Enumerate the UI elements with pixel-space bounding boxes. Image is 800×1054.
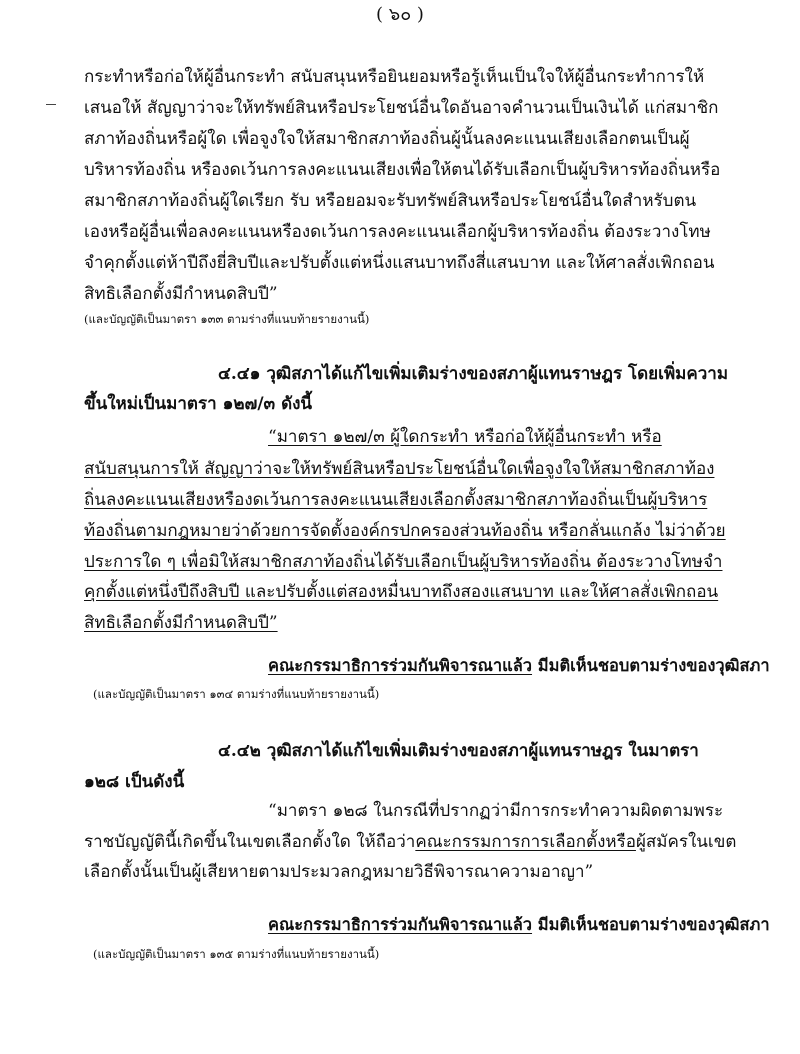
committee-label: คณะกรรมาธิการร่วมกันพิจารณาแล้ว [268, 915, 533, 934]
quoted-provision-line: สิทธิเลือกตั้งมีกำหนดสิบปี” [84, 613, 278, 633]
footnote: (และบัญญัติเป็นมาตรา ๑๓๔ ตามร่างที่แนบท้ายรายงานนี้) [93, 687, 380, 701]
quoted-provision-line: คุกตั้งแต่หนึ่งปีถึงสิบปี และปรับตั้งแต่สองหมื่นบาทถึงสองแสนบาท และให้ศาลสั่งเพิกถอน [84, 582, 719, 602]
paragraph-line: บริหารท้องถิ่น หรืองดเว้นการลงคะแนนเสียงเพื่อให้ตนได้รับเลือกเป็นผู้บริหารท้องถิ่นหรือ [84, 160, 721, 180]
section-heading: ๔.๔๒ วุฒิสภาได้แก้ไขเพิ่มเติมร่างของสภาผู้แทนราษฎร ในมาตรา [218, 741, 699, 761]
paragraph-line: สิทธิเลือกตั้งมีกำหนดสิบปี” [84, 284, 278, 304]
quoted-provision-line: เลือกตั้งนั้นเป็นผู้เสียหายตามประมวลกฎหมายวิธีพิจารณาความอาญา” [84, 862, 594, 882]
quoted-provision-line [84, 831, 736, 853]
quoted-provision-line: สนับสนุนการให้ สัญญาว่าจะให้ทรัพย์สินหรือประโยชน์อื่นใดเพื่อจูงใจให้สมาชิกสภาท้อง [84, 459, 715, 479]
footnote: (และบัญญัติเป็นมาตรา ๑๓๓ ตามร่างที่แนบท้ายรายงานนี้) [84, 312, 370, 326]
quoted-provision-line: ท้องถิ่นตามกฎหมายว่าด้วยการจัดตั้งองค์กรปกครองส่วนท้องถิ่น หรือกลั่นแกล้ง ไม่ว่าด้วย [84, 521, 726, 541]
committee-resolution [268, 655, 770, 677]
section-heading: ๔.๔๑ วุฒิสภาได้แก้ไขเพิ่มเติมร่างของสภาผู้แทนราษฎร โดยเพิ่มความ [218, 364, 729, 384]
paragraph-line: สมาชิกสภาท้องถิ่นผู้ใดเรียก รับ หรือยอมจะรับทรัพย์สินหรือประโยชน์อื่นใดสำหรับตน [84, 191, 697, 211]
paragraph-line: จำคุกตั้งแต่ห้าปีถึงยี่สิบปีและปรับตั้งแต่หนึ่งแสนบาทถึงสี่แสนบาท และให้ศาลสั่งเพิกถอน [84, 253, 715, 273]
committee-label: คณะกรรมาธิการร่วมกันพิจารณาแล้ว [268, 656, 533, 675]
quoted-provision-line: ถิ่นลงคะแนนเสียงหรืองดเว้นการลงคะแนนเสียงเลือกตั้งสมาชิกสภาท้องถิ่นเป็นผู้บริหาร [84, 490, 708, 510]
quoted-provision-line: ประการใด ๆ เพื่อมิให้สมาชิกสภาท้องถิ่นได้รับเลือกเป็นผู้บริหารท้องถิ่น ต้องระวางโทษจำ [84, 552, 723, 572]
quote-text: ราชบัญญัตินี้เกิดขึ้นในเขตเลือกตั้งใด ให้ถือว่า [84, 832, 416, 852]
quote-text: ผู้สมัครในเขต [635, 832, 737, 852]
committee-decision: มีมติเห็นชอบตามร่างของวุฒิสภา [532, 915, 770, 934]
quote-amended-text: คณะกรรมการการเลือกตั้งหรือ [415, 832, 636, 852]
margin-mark [46, 104, 56, 105]
paragraph-line: เองหรือผู้อื่นเพื่อลงคะแนนหรืองดเว้นการลงคะแนนเลือกผู้บริหารท้องถิ่น ต้องระวางโทษ [84, 222, 711, 242]
page-number: ( ๖๐ ) [376, 4, 424, 25]
quoted-provision-line: “มาตรา ๑๒๗/๓ ผู้ใดกระทำ หรือก่อให้ผู้อื่นกระทำ หรือ [268, 427, 662, 447]
section-heading-continued: ๑๒๘ เป็นดังนี้ [84, 772, 185, 792]
footnote: (และบัญญัติเป็นมาตรา ๑๓๕ ตามร่างที่แนบท้ายรายงานนี้) [93, 947, 380, 961]
quoted-provision-line: “มาตรา ๑๒๘ ในกรณีที่ปรากฏว่ามีการกระทำความผิดตามพระ [268, 801, 724, 821]
section-heading-continued: ขึ้นใหม่เป็นมาตรา ๑๒๗/๓ ดังนี้ [84, 394, 313, 414]
committee-decision: มีมติเห็นชอบตามร่างของวุฒิสภา [532, 656, 770, 675]
committee-resolution [268, 914, 770, 936]
paragraph-line: สภาท้องถิ่นหรือผู้ใด เพื่อจูงใจให้สมาชิกสภาท้องถิ่นผู้นั้นลงคะแนนเสียงเลือกตนเป็นผู้ [84, 129, 690, 149]
paragraph-line: เสนอให้ สัญญาว่าจะให้ทรัพย์สินหรือประโยชน์อื่นใดอันอาจคำนวนเป็นเงินได้ แก่สมาชิก [84, 98, 719, 118]
paragraph-line: กระทำหรือก่อให้ผู้อื่นกระทำ สนับสนุนหรือยินยอมหรือรู้เห็นเป็นใจให้ผู้อื่นกระทำการให้ [84, 67, 705, 87]
